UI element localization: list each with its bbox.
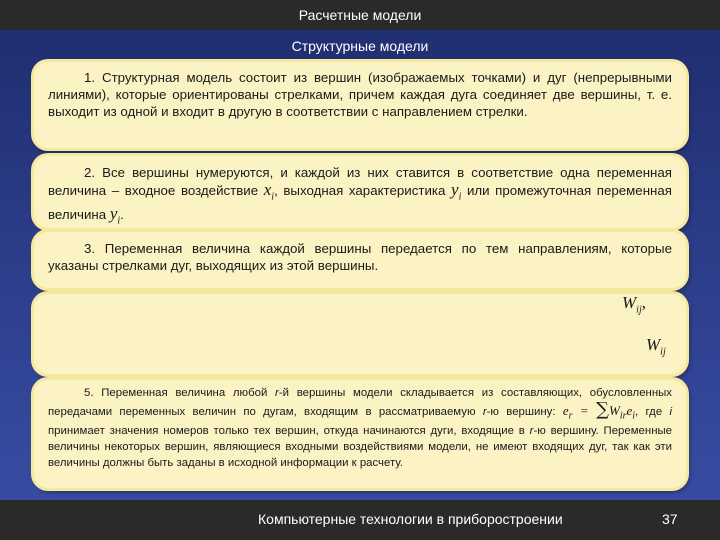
formula-lhs-sub: r <box>568 410 573 422</box>
var-y-letter: y <box>451 180 459 199</box>
card-5-r3: r <box>529 425 534 438</box>
card-5-r: r <box>275 387 279 399</box>
w1-letter: W <box>622 293 637 312</box>
var-y2-sub: i <box>117 215 121 227</box>
page-number: 37 <box>662 511 678 527</box>
card-5-part-f: -ю вершину. Переменные величины некоторых вершин, являющиеся входными воздействиями модели, не имеют входящих дуг, так как эти величины должны быть заданы в исходной информации к расчету. <box>48 425 672 469</box>
card-2-part-c: или промежуточная переменная величина <box>48 183 672 223</box>
card-5-i: i <box>669 405 672 418</box>
sum-icon: ∑ <box>596 398 609 420</box>
card-5-part-e: принимает значения номеров только тех вершин, откуда начинаются дуги, входящие в <box>48 425 530 438</box>
formula-eq: = <box>572 402 597 418</box>
header-bar <box>0 0 720 30</box>
card-5-r2: r <box>482 405 487 418</box>
footer-title: Компьютерные технологии в приборостроении <box>258 511 563 527</box>
var-y-sub: i <box>458 191 462 203</box>
footer-bar <box>0 500 720 540</box>
card-3 <box>34 232 686 288</box>
card-5 <box>34 380 686 488</box>
formula-e-sub: i <box>632 410 636 422</box>
var-y2 <box>109 204 121 227</box>
w2-sub: ij <box>660 346 666 358</box>
card-4 <box>34 294 686 374</box>
slide-subtitle: Структурные модели <box>291 38 429 54</box>
formula-lhs: e <box>562 402 569 418</box>
card-2 <box>34 156 686 228</box>
card-2-part-d: . <box>120 207 124 223</box>
w1-sub: ij <box>636 304 642 316</box>
card-2-part-b: , выходная характеристика <box>274 183 452 198</box>
formula-e: e <box>626 402 633 418</box>
formula-w-2 <box>646 336 666 360</box>
card-5-part-c: -ю вершину: <box>486 405 563 418</box>
card-2-text <box>48 164 672 230</box>
header-title: Расчетные модели <box>298 7 422 23</box>
w1-comma: , <box>641 293 646 312</box>
w2-letter: W <box>646 335 661 354</box>
card-5-part-b: -й вершины модели складывается из составляющих, обусловленных передачами переменных величин по дугам, входящим в рассматриваемую <box>48 387 672 418</box>
var-x-letter: x <box>263 180 272 199</box>
card-5-part-d: , где <box>635 405 670 418</box>
card-5-part-a: 5. Переменная величина любой <box>84 387 276 399</box>
formula-w-1 <box>622 294 646 318</box>
formula-w: W <box>608 402 620 418</box>
card-2-part-a: 2. Все вершины нумеруются, и каждой из них ставится в соответствие одна переменная величина – входное воздействие <box>48 165 672 198</box>
var-x <box>263 180 275 203</box>
formula-sum <box>562 398 636 422</box>
formula-w-sub: ir <box>619 410 627 422</box>
card-3-text: 3. Переменная величина каждой вершины передается по тем направлениям, которые указаны стрелками дуг, выходящих из этой вершины. <box>48 241 672 273</box>
var-y2-letter: y <box>109 204 118 224</box>
var-y <box>451 180 462 203</box>
card-1-text: 1. Структурная модель состоит из вершин (изображаемых точками) и дуг (непрерывными линиями), которые ориентированы стрелками, причем каждая дуга соединяет две вершины, т. е. выходит из одной и входит в другую в соответствии с направлением стрелки. <box>48 70 672 119</box>
card-5-text <box>48 386 672 472</box>
var-x-sub: i <box>271 191 275 203</box>
card-1 <box>34 62 686 148</box>
